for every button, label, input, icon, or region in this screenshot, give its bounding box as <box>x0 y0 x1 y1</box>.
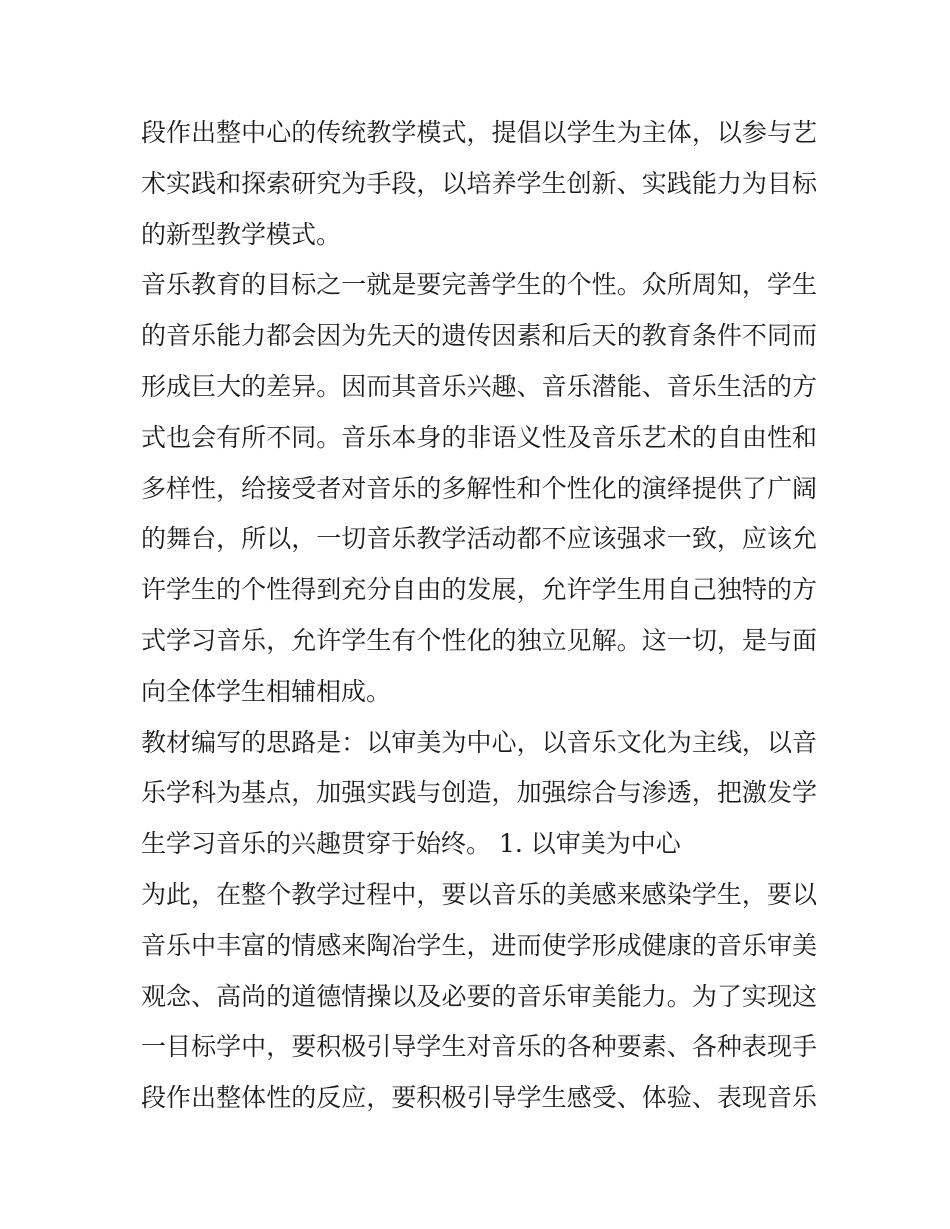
paragraph-2 <box>141 260 817 717</box>
text-line: 式学习音乐，允许学生有个性化的独立见解。这一切，是与面 <box>141 625 817 655</box>
text-line: 观念、高尚的道德情操以及必要的音乐审美能力。为了实现这 <box>141 981 817 1011</box>
text-line: 段作出整体性的反应，要积极引导学生感受、体验、表现音乐 <box>141 1083 817 1113</box>
text-line: 段作出整中心的传统教学模式，提倡以学生为主体，以参与艺 <box>141 118 817 147</box>
paragraph-4 <box>141 870 817 1124</box>
text-line: 许学生的个性得到充分自由的发展，允许学生用自己独特的方 <box>141 575 817 605</box>
text-line: 音乐教育的目标之一就是要完善学生的个性。众所周知，学生 <box>141 270 817 300</box>
text-line: 式也会有所不同。音乐本身的非语义性及音乐艺术的自由性和 <box>141 422 817 452</box>
text-line: 形成巨大的差异。因而其音乐兴趣、音乐潜能、音乐生活的方 <box>141 371 817 401</box>
text-line: 音乐中丰富的情感来陶冶学生，进而使学形成健康的音乐审美 <box>141 930 817 960</box>
text-line: 术实践和探索研究为手段，以培养学生创新、实践能力为目标 <box>141 168 817 198</box>
text-line: 乐学科为基点，加强实践与创造，加强综合与渗透，把激发学 <box>141 778 817 808</box>
text-line: 向全体学生相辅相成。 <box>141 676 392 706</box>
text-line: 一目标学中，要积极引导学生对音乐的各种要素、各种表现手 <box>141 1032 817 1062</box>
text-line: 的舞台，所以，一切音乐教学活动都不应该强求一致，应该允 <box>141 524 817 554</box>
paragraph-3 <box>141 718 817 870</box>
paragraph-1 <box>141 108 817 260</box>
text-line: 的新型教学模式。 <box>141 219 342 249</box>
body-text <box>141 108 817 1124</box>
text-line: 为此，在整个教学过程中，要以音乐的美感来感染学生，要以 <box>141 879 817 909</box>
text-line: 教材编写的思路是：以审美为中心，以音乐文化为主线，以音 <box>141 727 817 757</box>
text-line: 生学习音乐的兴趣贯穿于始终。 1. 以审美为中心 <box>141 829 681 859</box>
text-line: 的音乐能力都会因为先天的遗传因素和后天的教育条件不同而 <box>141 321 817 351</box>
text-line: 多样性，给接受者对音乐的多解性和个性化的演绎提供了广阔 <box>141 473 817 503</box>
